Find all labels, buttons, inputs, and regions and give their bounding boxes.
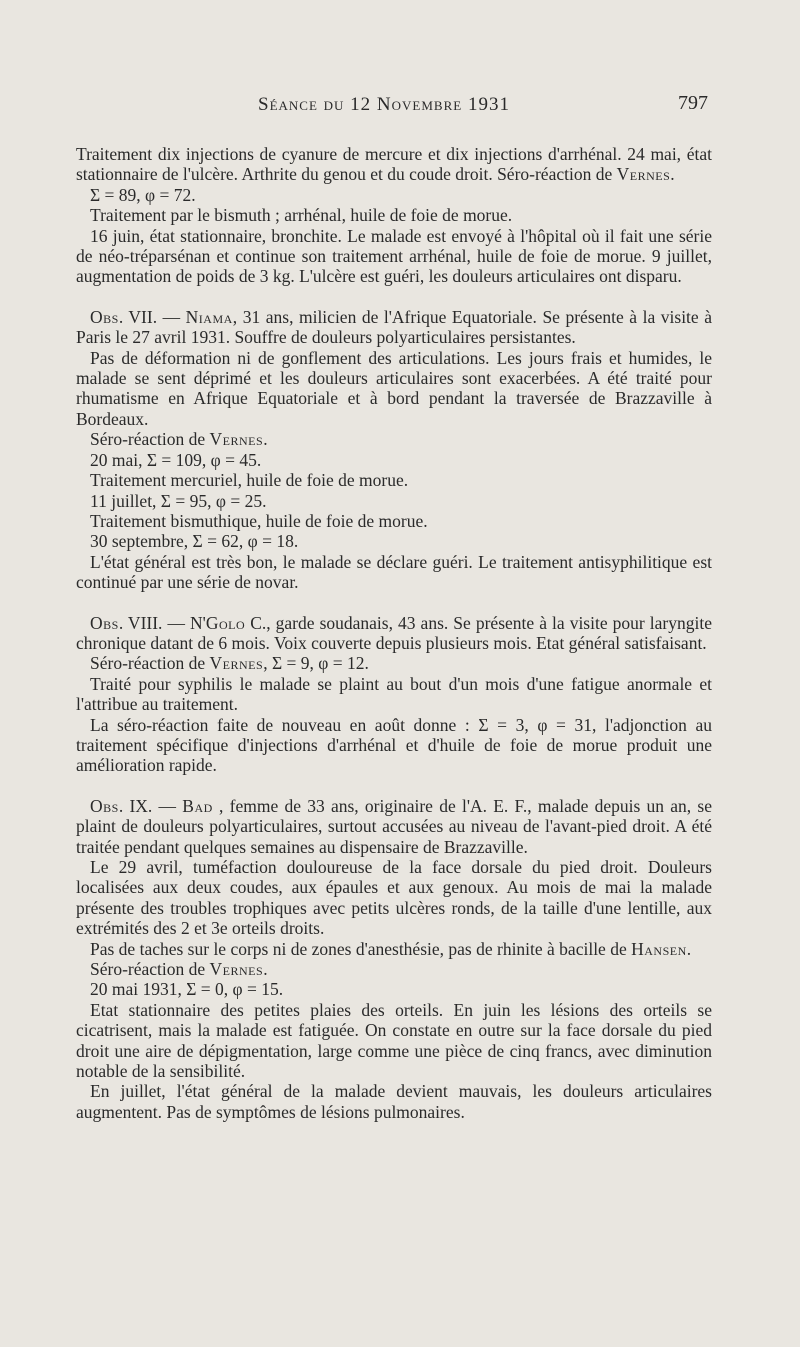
paragraph-gap xyxy=(76,593,712,613)
text-run: . VIII. — N' xyxy=(118,612,206,633)
paragraph xyxy=(76,531,712,551)
paragraph xyxy=(76,796,712,857)
small-caps-name: Hansen xyxy=(631,938,687,959)
text-run: . xyxy=(670,164,675,185)
small-caps-name: Golo xyxy=(205,612,246,633)
paragraph xyxy=(76,613,712,654)
text-run: Etat stationnaire des petites plaies des orteils. En juin les lésions des orteils se cicatrisent, mais la malade est fatiguée. On constate en outre sur la face dorsale du pied droit une aire de dépigmentation, large comme une pièce de cinq francs, avec diminution notable de la sensibilité. xyxy=(76,999,712,1082)
paragraph xyxy=(76,674,712,715)
paragraph-gap xyxy=(76,287,712,307)
paragraph xyxy=(76,429,712,449)
text-run: C., garde soudanais, 43 ans. Se présente à la visite pour laryngite chronique datant de 6 mois. Voix couverte depuis plusieurs mois. Etat général satisfaisant. xyxy=(76,612,712,653)
paragraph xyxy=(76,653,712,673)
paragraph xyxy=(76,226,712,287)
running-header xyxy=(0,90,800,120)
paragraph xyxy=(76,979,712,999)
text-run: . xyxy=(686,938,692,959)
small-caps-name: Niama xyxy=(185,306,233,327)
text-run: Σ = 89, φ = 72. xyxy=(90,184,196,205)
small-caps-name: Obs xyxy=(90,795,119,816)
text-run: 30 septembre, Σ = 62, φ = 18. xyxy=(90,531,299,552)
paragraph xyxy=(76,307,712,348)
text-run: L'état général est très bon, le malade se déclare guéri. Le traitement antisyphilitique est continué par une série de novar. xyxy=(76,551,712,593)
text-run: 16 juin, état stationnaire, bronchite. Le malade est envoyé à l'hôpital où il fait une série de néo-tréparsénan et continue son traitement arrhénal, huile de foie de morue. 9 juillet, augmentation de poids de 3 kg. L'ulcère est guéri, les douleurs articulaires ont disparu. xyxy=(76,225,712,287)
text-run: 20 mai 1931, Σ = 0, φ = 15. xyxy=(90,979,284,1000)
paragraph xyxy=(76,348,712,430)
paragraph xyxy=(76,144,712,185)
text-run: Traitement bismuthique, huile de foie de morue. xyxy=(90,510,428,531)
text-run: Séro-réaction de xyxy=(90,429,210,450)
paragraph xyxy=(76,1000,712,1082)
paragraph xyxy=(76,450,712,470)
paragraph xyxy=(76,552,712,593)
text-run: La séro-réaction faite de nouveau en août donne : Σ = 3, φ = 31, l'adjonction au traitement spécifique d'injections d'arrhénal et d'huile de foie de morue produit une amélioration rapide. xyxy=(76,714,712,776)
paragraph xyxy=(76,511,712,531)
paragraph xyxy=(76,959,712,979)
paragraph xyxy=(76,939,712,959)
text-run: Séro-réaction de xyxy=(90,959,210,980)
page-number: 797 xyxy=(678,92,708,114)
text-run: , Σ = 9, φ = 12. xyxy=(263,653,369,674)
text-run: Traitement dix injections de cyanure de mercure et dix injections d'arrhénal. 24 mai, état stationnaire de l'ulcère. Arthrite du genou et du coude droit. Séro-réaction de xyxy=(76,144,712,185)
text-run: Séro-réaction de xyxy=(90,653,210,674)
text-run: Traitement mercuriel, huile de foie de morue. xyxy=(90,470,409,491)
paragraph xyxy=(76,185,712,205)
text-run: , 31 ans, milicien de l'Afrique Equatoriale. Se présente à la visite à Paris le 27 avril 1931. Souffre de douleurs polyarticulaires persistantes. xyxy=(76,306,712,348)
body-text xyxy=(76,144,712,1122)
text-run: 11 juillet, Σ = 95, φ = 25. xyxy=(90,490,267,511)
paragraph xyxy=(76,715,712,776)
small-caps-name: Vernes xyxy=(209,429,264,450)
small-caps-name: Obs xyxy=(90,612,119,633)
text-run: . xyxy=(263,959,268,980)
text-run: . IX. — xyxy=(118,795,183,816)
paragraph xyxy=(76,205,712,225)
text-run: En juillet, l'état général de la malade devient mauvais, les douleurs articulaires augmentent. Pas de symptômes de lésions pulmonaires. xyxy=(76,1081,712,1122)
text-run: . xyxy=(263,429,268,450)
paragraph-gap xyxy=(76,776,712,796)
paragraph xyxy=(76,857,712,939)
small-caps-name: Obs xyxy=(90,306,119,327)
text-run: Traité pour syphilis le malade se plaint au bout d'un mois d'une fatigue anormale et l'attribue au traitement. xyxy=(76,673,712,715)
text-run: . VII. — xyxy=(118,306,186,327)
small-caps-name: Vernes xyxy=(209,653,264,674)
text-run: , femme de 33 ans, originaire de l'A. E. F., malade depuis un an, se plaint de douleurs polyarticulaires, surtout accusées au niveau de l'avant-pied droit. A été traitée pendant quelques semaines au dispensaire de Brazzaville. xyxy=(76,795,713,857)
text-run: Pas de taches sur le corps ni de zones d'anesthésie, pas de rhinite à bacille de xyxy=(90,938,632,959)
header-title: Séance du 12 Novembre 1931 xyxy=(258,94,510,115)
small-caps-name: Vernes xyxy=(209,959,264,980)
paragraph xyxy=(76,491,712,511)
paragraph xyxy=(76,1081,712,1122)
small-caps-name: Vernes xyxy=(616,164,671,185)
paragraph xyxy=(76,470,712,490)
text-run: Pas de déformation ni de gonflement des articulations. Les jours frais et humides, le malade se sent déprimé et les douleurs articulaires sont exacerbées. A été traité pour rhumatisme en Afrique Equatoriale et à bord pendant la traversée de Brazzaville à Bordeaux. xyxy=(76,347,712,429)
small-caps-name: Bad xyxy=(182,795,213,816)
text-run: 20 mai, Σ = 109, φ = 45. xyxy=(90,449,262,470)
text-run: Traitement par le bismuth ; arrhénal, huile de foie de morue. xyxy=(90,205,513,226)
text-run: Le 29 avril, tuméfaction douloureuse de la face dorsale du pied droit. Douleurs localisées aux deux coudes, aux épaules et aux genoux. Au mois de mai la malade présente des troubles trophiques avec petits ulcères ronds, de la taille d'une lentille, aux extrémités des 2 et 3e orteils droits. xyxy=(76,857,712,939)
